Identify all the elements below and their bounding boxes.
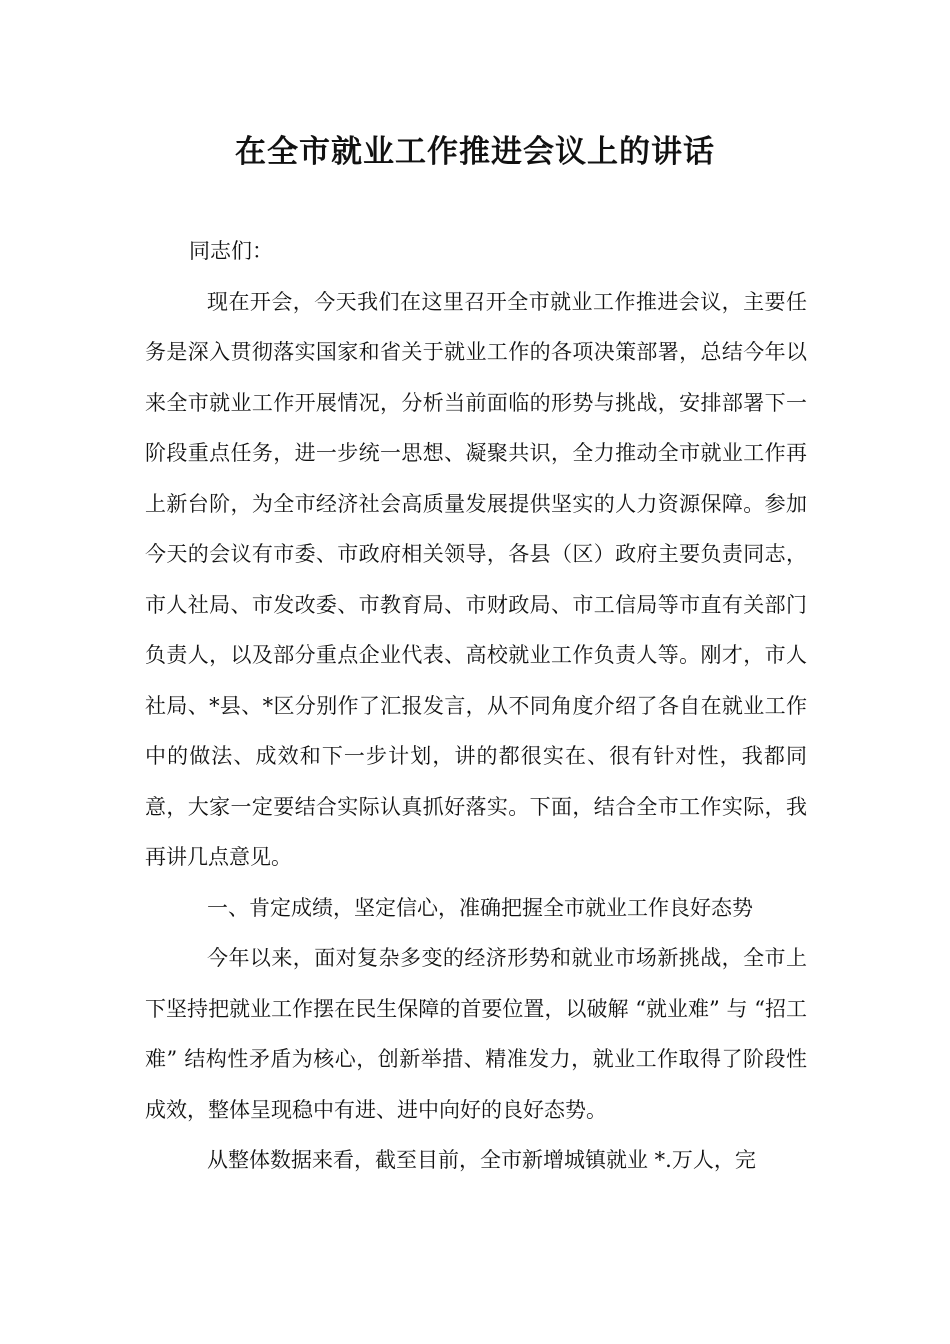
paragraph-achievements: 今年以来，面对复杂多变的经济形势和就业市场新挑战，全市上下坚持把就业工作摆在民生保障的首要位置，以破解 “就业难” 与 “招工难” 结构性矛盾为核心，创新举措、精准发力，就业工作取得了阶段性成效，整体呈现稳中有进、进中向好的良好态势。 bbox=[145, 946, 807, 1122]
paragraph-data: 从整体数据来看，截至目前，全市新增城镇就业 *.万人，完 bbox=[207, 1148, 756, 1172]
section-heading-1: 一、肯定成绩，坚定信心，准确把握全市就业工作良好态势 bbox=[207, 895, 753, 920]
salutation: 同志们： bbox=[189, 239, 273, 263]
document-body bbox=[145, 226, 807, 1186]
paragraph-opening: 现在开会，今天我们在这里召开全市就业工作推进会议，主要任务是深入贯彻落实国家和省关于就业工作的各项决策部署，总结今年以来全市就业工作开展情况，分析当前面临的形势与挑战，安排部署下一阶段重点任务，进一步统一思想、凝聚共识，全力推动全市就业工作再上新台阶，为全市经济社会高质量发展提供坚实的人力资源保障。参加今天的会议有市委、市政府相关领导，各县（区）政府主要负责同志，市人社局、市发改委、市教育局、市财政局、市工信局等市直有关部门负责人，以及部分重点企业代表、高校就业工作负责人等。刚才，市人社局、*县、*区分别作了汇报发言，从不同角度介绍了各自在就业工作中的做法、成效和下一步计划，讲的都很实在、很有针对性，我都同意，大家一定要结合实际认真抓好落实。下面，结合全市工作实际，我再讲几点意见。 bbox=[145, 289, 807, 869]
document-title: 在全市就业工作推进会议上的讲话 bbox=[235, 134, 715, 170]
